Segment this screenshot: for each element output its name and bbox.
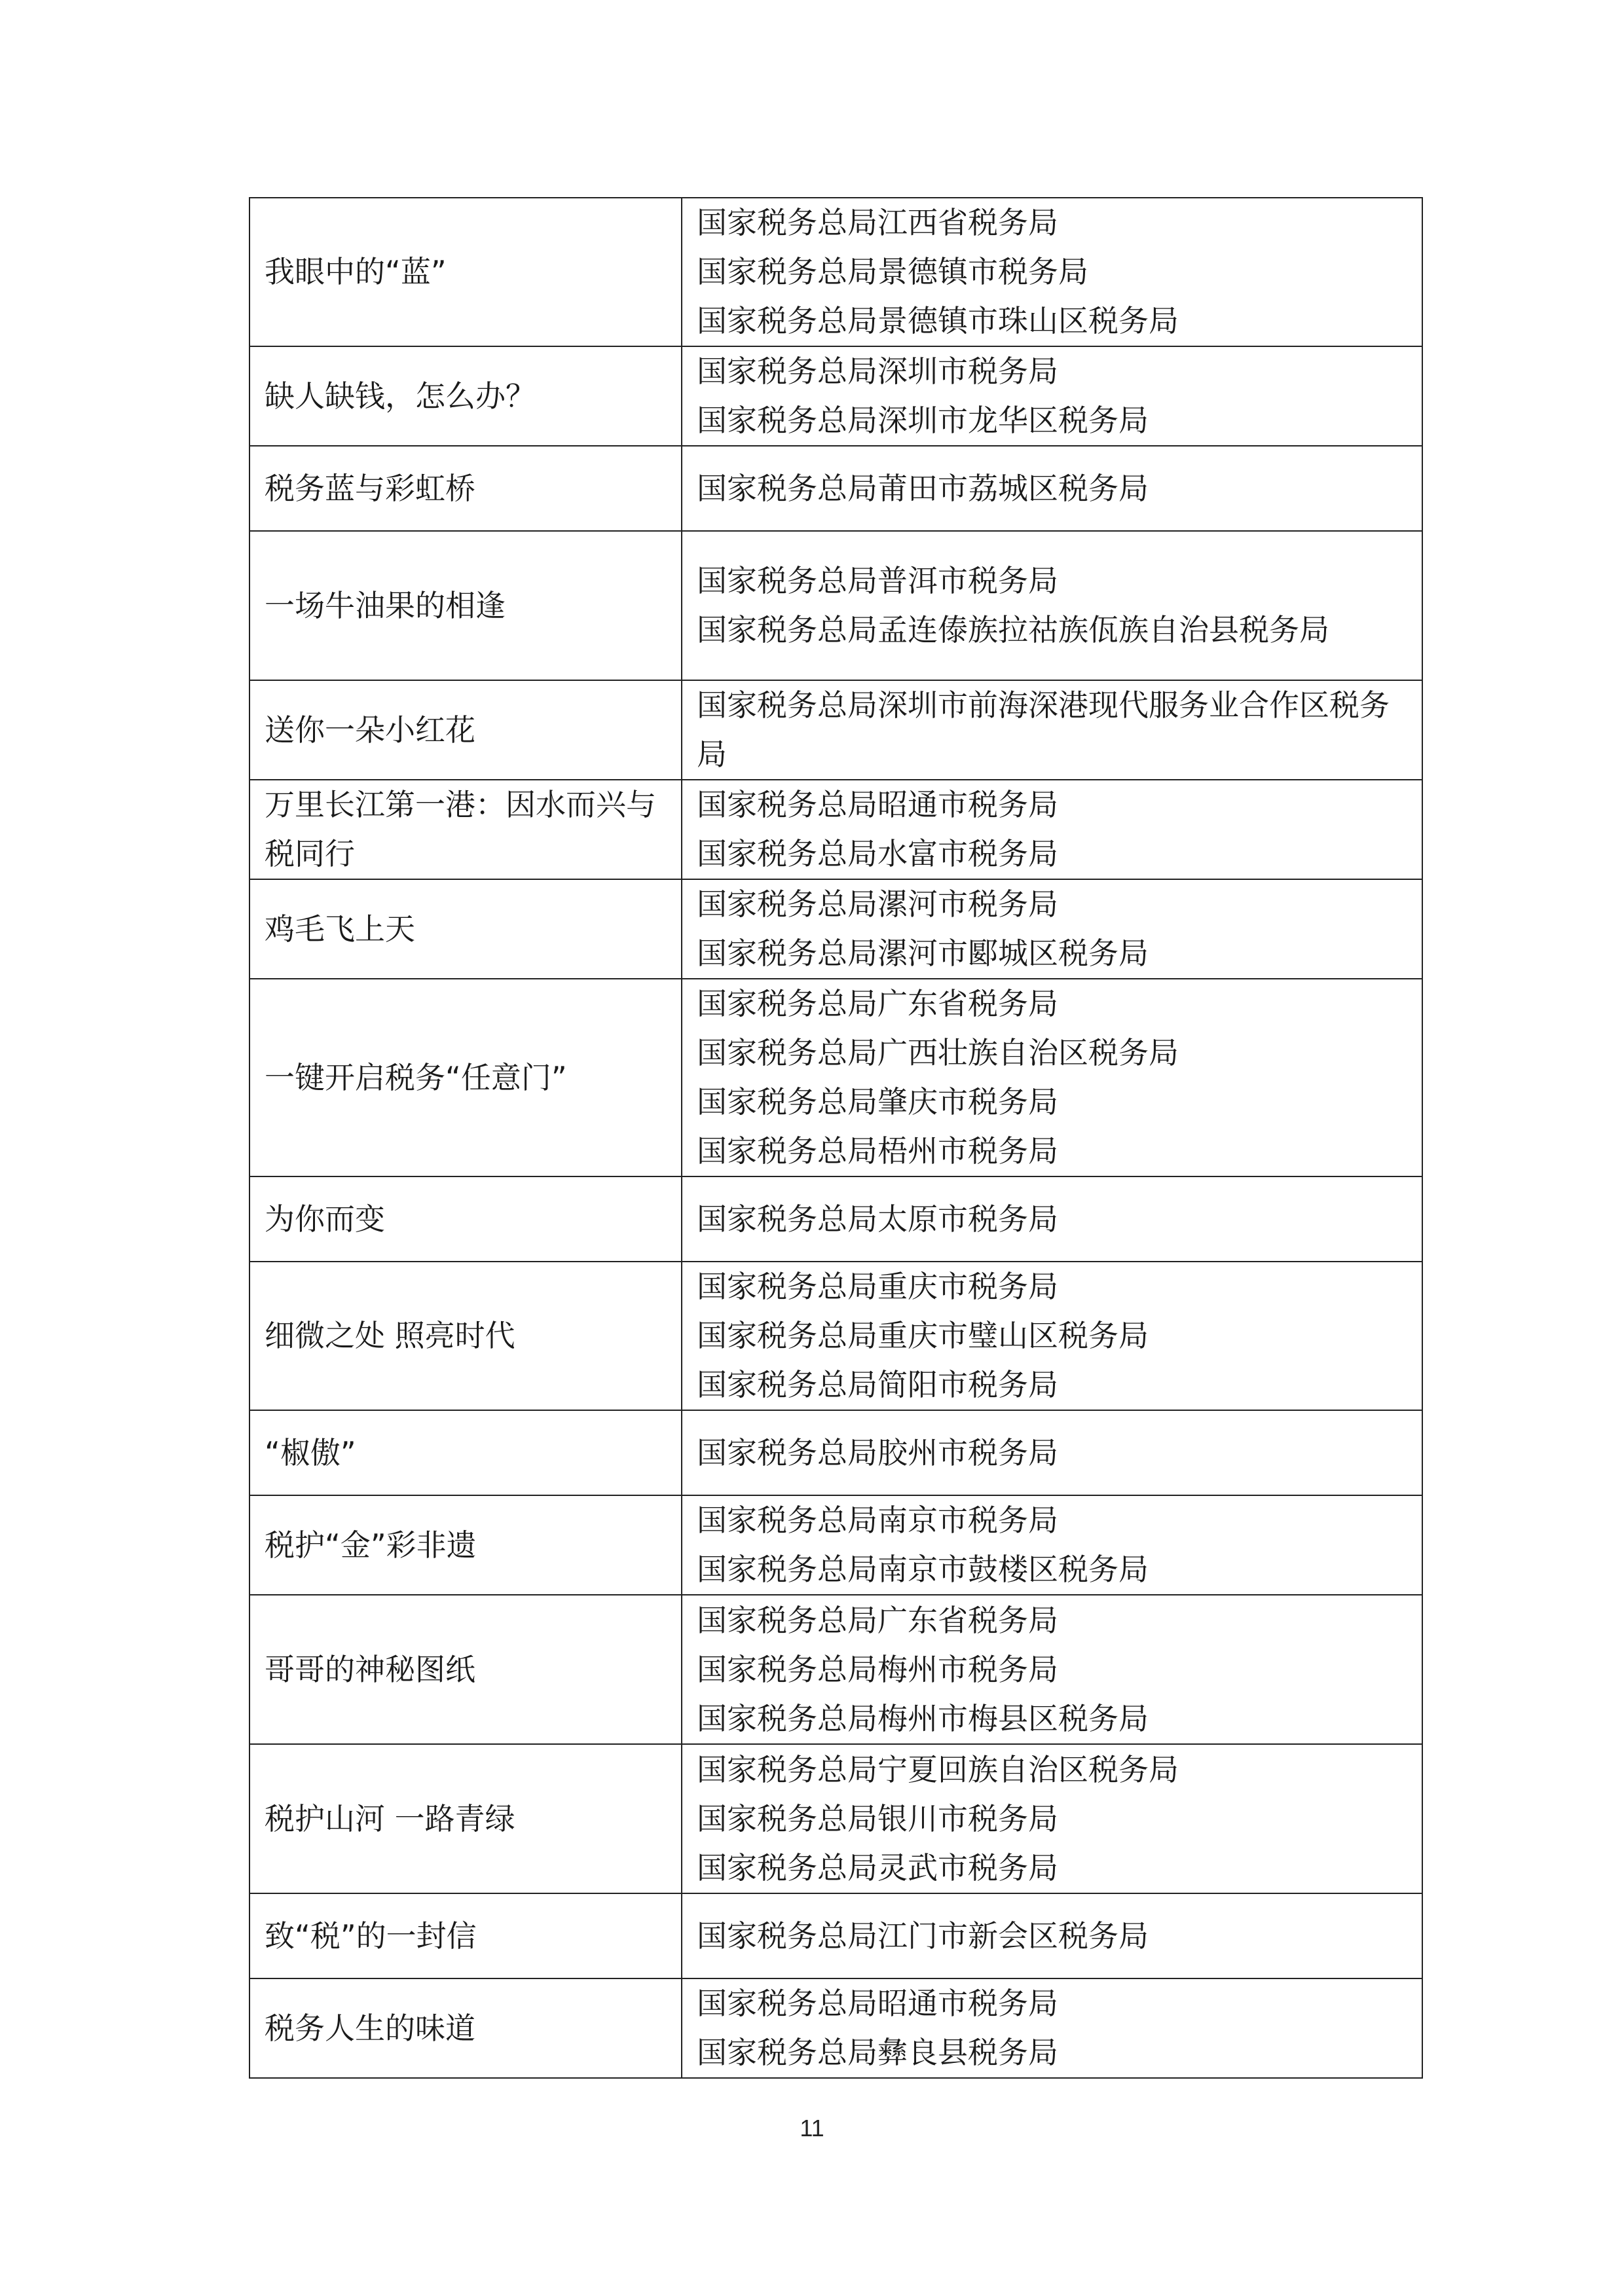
table-row bbox=[249, 198, 1422, 346]
organization-cell bbox=[682, 531, 1422, 680]
work-title-cell: 为你而变 bbox=[249, 1176, 682, 1262]
organization-name: 国家税务总局孟连傣族拉祜族佤族自治县税务局 bbox=[697, 612, 1329, 647]
work-title-cell: 万里长江第一港：因水而兴与税同行 bbox=[249, 780, 682, 879]
organization-name: 国家税务总局南京市税务局 bbox=[697, 1503, 1058, 1538]
organization-cell bbox=[682, 198, 1422, 346]
table-row bbox=[249, 346, 1422, 446]
work-title-cell: 税护“金”彩非遗 bbox=[249, 1495, 682, 1595]
work-title-cell: 哥哥的神秘图纸 bbox=[249, 1595, 682, 1744]
organization-cell bbox=[682, 1744, 1422, 1893]
organization-cell bbox=[682, 879, 1422, 979]
organization-cell bbox=[682, 1410, 1422, 1495]
organization-name: 国家税务总局灵武市税务局 bbox=[697, 1850, 1058, 1886]
organization-name: 国家税务总局胶州市税务局 bbox=[697, 1434, 1058, 1470]
table-row bbox=[249, 979, 1422, 1176]
work-title-cell: 细微之处 照亮时代 bbox=[249, 1262, 682, 1410]
table-row bbox=[249, 1893, 1422, 1978]
table-row bbox=[249, 1744, 1422, 1893]
organization-name: 国家税务总局简阳市税务局 bbox=[697, 1367, 1058, 1402]
organization-cell bbox=[682, 979, 1422, 1176]
organization-name: 国家税务总局江门市新会区税务局 bbox=[697, 1918, 1149, 1954]
organization-name: 国家税务总局深圳市前海深港现代服务业合作区税务局 bbox=[697, 687, 1390, 772]
table-row bbox=[249, 1176, 1422, 1262]
organization-name: 国家税务总局梅州市税务局 bbox=[697, 1651, 1058, 1687]
work-title-cell: 致“税”的一封信 bbox=[249, 1893, 682, 1978]
organization-name: 国家税务总局宁夏回族自治区税务局 bbox=[697, 1751, 1179, 1787]
work-title-cell: 税务人生的味道 bbox=[249, 1978, 682, 2078]
organization-name: 国家税务总局梅州市梅县区税务局 bbox=[697, 1700, 1149, 1736]
table-row bbox=[249, 446, 1422, 531]
organization-name: 国家税务总局昭通市税务局 bbox=[697, 1986, 1058, 2021]
organization-cell bbox=[682, 1893, 1422, 1978]
organization-name: 国家税务总局漯河市郾城区税务局 bbox=[697, 936, 1149, 971]
table-row bbox=[249, 1262, 1422, 1410]
organization-cell bbox=[682, 1495, 1422, 1595]
work-title-cell: 税务蓝与彩虹桥 bbox=[249, 446, 682, 531]
work-title-cell: “椒傲” bbox=[249, 1410, 682, 1495]
work-title-cell: 一场牛油果的相逢 bbox=[249, 531, 682, 680]
organization-cell bbox=[682, 346, 1422, 446]
organization-name: 国家税务总局深圳市税务局 bbox=[697, 354, 1058, 389]
table-row bbox=[249, 780, 1422, 879]
organization-name: 国家税务总局银川市税务局 bbox=[697, 1800, 1058, 1836]
organization-name: 国家税务总局水富市税务局 bbox=[697, 836, 1058, 871]
table-row bbox=[249, 879, 1422, 979]
work-title-cell: 税护山河 一路青绿 bbox=[249, 1744, 682, 1893]
organization-name: 国家税务总局梧州市税务局 bbox=[697, 1133, 1058, 1169]
organization-name: 国家税务总局深圳市龙华区税务局 bbox=[697, 403, 1149, 438]
organization-cell bbox=[682, 1176, 1422, 1262]
organization-name: 国家税务总局广西壮族自治区税务局 bbox=[697, 1035, 1179, 1070]
award-table-body bbox=[249, 198, 1422, 2078]
work-title-cell: 一键开启税务“任意门” bbox=[249, 979, 682, 1176]
organization-name: 国家税务总局漯河市税务局 bbox=[697, 886, 1058, 922]
organization-name: 国家税务总局普洱市税务局 bbox=[697, 563, 1058, 598]
organization-name: 国家税务总局景德镇市税务局 bbox=[697, 254, 1088, 289]
organization-cell bbox=[682, 1978, 1422, 2078]
work-title-cell: 鸡毛飞上天 bbox=[249, 879, 682, 979]
organization-name: 国家税务总局莆田市荔城区税务局 bbox=[697, 470, 1149, 506]
organization-name: 国家税务总局肇庆市税务局 bbox=[697, 1084, 1058, 1120]
organization-cell bbox=[682, 1262, 1422, 1410]
work-title-cell: 我眼中的“蓝” bbox=[249, 198, 682, 346]
organization-cell bbox=[682, 680, 1422, 780]
organization-name: 国家税务总局彝良县税务局 bbox=[697, 2035, 1058, 2070]
table-row bbox=[249, 1595, 1422, 1744]
organization-cell bbox=[682, 780, 1422, 879]
organization-name: 国家税务总局昭通市税务局 bbox=[697, 787, 1058, 822]
work-title-cell: 送你一朵小红花 bbox=[249, 680, 682, 780]
award-table bbox=[249, 197, 1423, 2079]
table-row bbox=[249, 1978, 1422, 2078]
table-row bbox=[249, 531, 1422, 680]
organization-name: 国家税务总局重庆市璧山区税务局 bbox=[697, 1318, 1149, 1353]
organization-name: 国家税务总局广东省税务局 bbox=[697, 1602, 1058, 1638]
organization-name: 国家税务总局广东省税务局 bbox=[697, 986, 1058, 1021]
organization-cell bbox=[682, 446, 1422, 531]
organization-name: 国家税务总局重庆市税务局 bbox=[697, 1269, 1058, 1304]
organization-name: 国家税务总局江西省税务局 bbox=[697, 205, 1058, 240]
organization-cell bbox=[682, 1595, 1422, 1744]
table-row bbox=[249, 1410, 1422, 1495]
page-number: 11 bbox=[800, 2115, 824, 2141]
work-title-cell: 缺人缺钱，怎么办？ bbox=[249, 346, 682, 446]
table-row bbox=[249, 1495, 1422, 1595]
table-row bbox=[249, 680, 1422, 780]
organization-name: 国家税务总局太原市税务局 bbox=[697, 1201, 1058, 1237]
organization-name: 国家税务总局南京市鼓楼区税务局 bbox=[697, 1552, 1149, 1587]
organization-name: 国家税务总局景德镇市珠山区税务局 bbox=[697, 303, 1179, 338]
